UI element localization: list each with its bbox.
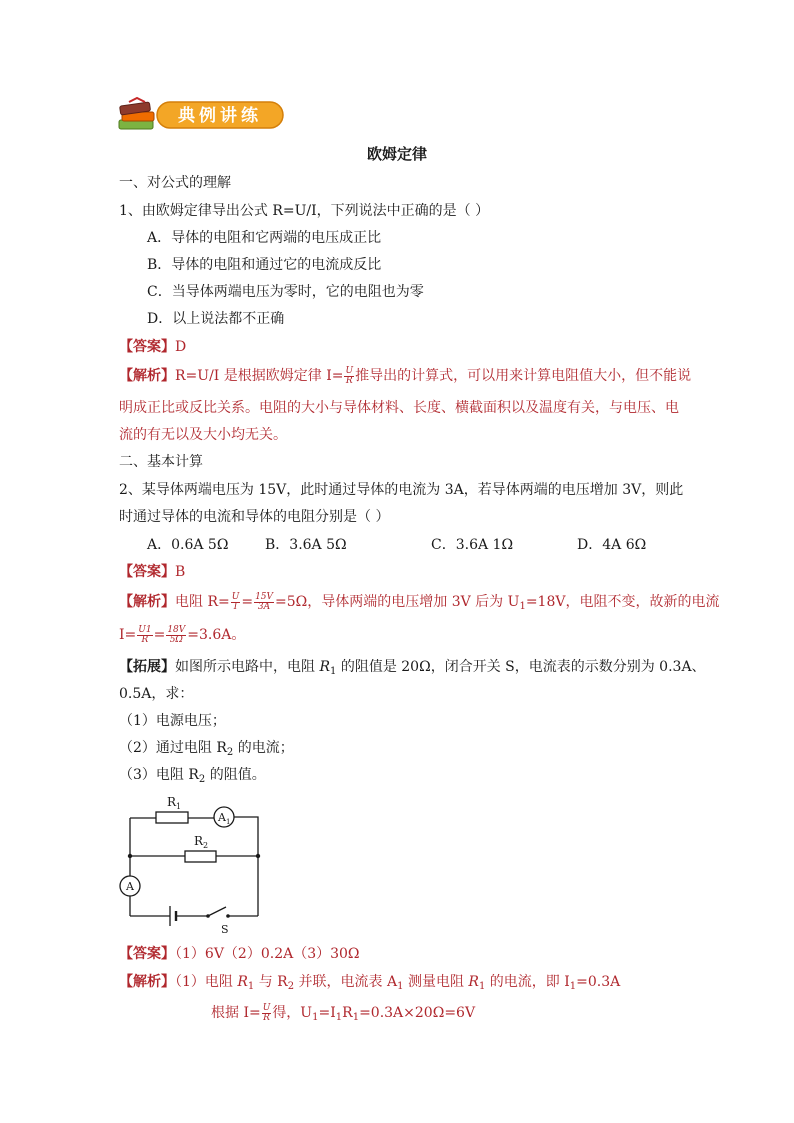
- extension-line2: 0.5A，求：: [119, 686, 194, 702]
- question-1-option-b: B．导体的电阻和通过它的电流成反比: [147, 257, 382, 273]
- extension-item-2: （2）通过电阻 $R_2$ 的电流；: [119, 740, 294, 758]
- section-heading: 一、对公式的理解: [119, 175, 231, 191]
- analysis-text: R=U/I 是根据欧姆定律 I=: [175, 368, 344, 384]
- question-2-option-c: C．3.6A 1Ω: [431, 537, 514, 553]
- analysis-tag: 【解析】: [119, 594, 175, 610]
- switch-s: [208, 907, 226, 916]
- question-2-answer: [119, 562, 185, 582]
- answer-tag: 【答案】: [119, 564, 175, 580]
- label-r1: R: [167, 795, 177, 809]
- extension-item-3: （3）电阻 $R_2$ 的阻值。: [119, 767, 266, 785]
- circuit-diagram: [118, 790, 268, 935]
- analysis-text: 推导出的计算式，可以用来计算电阻值大小，但不能说: [355, 368, 692, 384]
- question-1-analysis-line3: 流的有无以及大小均无关。: [119, 427, 287, 443]
- resistor-r2: [185, 851, 216, 862]
- label-a1-sub: 1: [226, 818, 231, 826]
- banner-label: 典例讲练: [178, 106, 262, 126]
- question-1-option-d: D．以上说法都不正确: [147, 311, 285, 327]
- label-r2-sub: 2: [203, 841, 209, 850]
- label-a: A: [126, 880, 134, 893]
- question-2-analysis-line2: I= $\frac{U1}{R}$ = $\frac{18V}{5\Omega}$ =3.6A。: [119, 624, 246, 645]
- question-2-analysis: 【解析】电阻 R= $\frac{U}{I}$ = $\frac{15V}{3A}$ =5Ω，导体两端的电压增加 3V 后为 $U_1=18V$，电阻不变，故新的电流: [119, 591, 720, 612]
- question-2-stem-line1: 2、某导体两端电压为 15V，此时通过导体的电流为 3A，若导体两端的电压增加 3V，则此: [119, 482, 684, 498]
- question-1-analysis: [119, 366, 691, 386]
- fraction-u-over-r: $\frac{U}{R}$: [262, 1002, 271, 1023]
- extension-item-1: （1）电源电压；: [119, 713, 226, 729]
- question-1-option-a: A．导体的电阻和它两端的电压成正比: [147, 230, 382, 246]
- fraction-u-over-r: $\frac{U}{R}$: [345, 365, 354, 386]
- junction-dot: [128, 854, 132, 858]
- answer-value: D: [175, 339, 187, 355]
- fraction-15v-over-3a: $\frac{15V}{3A}$: [255, 591, 274, 612]
- question-1-option-c: C．当导体两端电压为零时，它的电阻也为零: [147, 284, 424, 300]
- banner-badge: [117, 96, 287, 136]
- junction-dot: [256, 854, 260, 858]
- answer-tag: 【答案】: [119, 339, 175, 355]
- page-title: 欧姆定律: [366, 145, 427, 163]
- section-heading: 二、基本计算: [119, 454, 203, 470]
- question-2-option-a: A．0.6A 5Ω: [147, 537, 229, 553]
- switch-contact: [226, 914, 230, 918]
- extension-answer: [119, 944, 360, 964]
- extension-text: 【拓展】如图所示电路中，电阻 $R_1$ 的阻值是 20Ω，闭合开关 S，电流表的示数分别为 0.3A、: [119, 659, 706, 677]
- switch-pivot: [206, 914, 210, 918]
- wire: [234, 817, 258, 916]
- question-1-answer: [119, 337, 186, 357]
- answer-value: B: [175, 564, 186, 580]
- label-s: S: [221, 923, 229, 935]
- analysis-tag: 【解析】: [119, 368, 175, 384]
- extension-tag: 【拓展】: [119, 659, 175, 675]
- books-icon: [119, 98, 154, 129]
- label-r2: R: [194, 834, 204, 848]
- extension-analysis: 【解析】（1）电阻 $R_1$ 与 $R_2$ 并联，电流表 $A_1$ 测量电阻 $R_1$ 的电流，即 $I_1=0.3A$: [119, 974, 621, 992]
- question-1-stem: 1、由欧姆定律导出公式 R=U/I，下列说法中正确的是（ ）: [119, 203, 490, 219]
- extension-analysis-line2: 根据 I= $\frac{U}{R}$ 得，$U_1=I_1R_1=0.3A\times 20\Omega=6V$: [211, 1002, 476, 1023]
- question-2-option-b: B．3.6A 5Ω: [265, 537, 347, 553]
- fraction-u-over-i: $\frac{U}{I}$: [231, 591, 240, 612]
- label-r1-sub: 1: [176, 802, 182, 811]
- question-2-stem-line2: 时通过导体的电流和导体的电阻分别是（ ）: [119, 509, 390, 525]
- resistor-r1: [156, 812, 188, 823]
- question-2-option-d: D．4A 6Ω: [577, 537, 647, 553]
- fraction-u1-over-r: $\frac{U1}{R}$: [138, 624, 152, 645]
- question-2-options: [147, 535, 646, 555]
- question-1-analysis-line2: 明成正比或反比关系。电阻的大小与导体材料、长度、横截面积以及温度有关，与电压、电: [119, 400, 679, 416]
- fraction-18v-over-5ohm: $\frac{18V}{5\Omega}$: [167, 624, 186, 645]
- answer-tag: 【答案】: [119, 946, 175, 962]
- analysis-tag: 【解析】: [119, 974, 175, 990]
- answer-value: （1）6V（2）0.2A（3）30Ω: [175, 946, 360, 962]
- label-a1: A: [218, 811, 226, 824]
